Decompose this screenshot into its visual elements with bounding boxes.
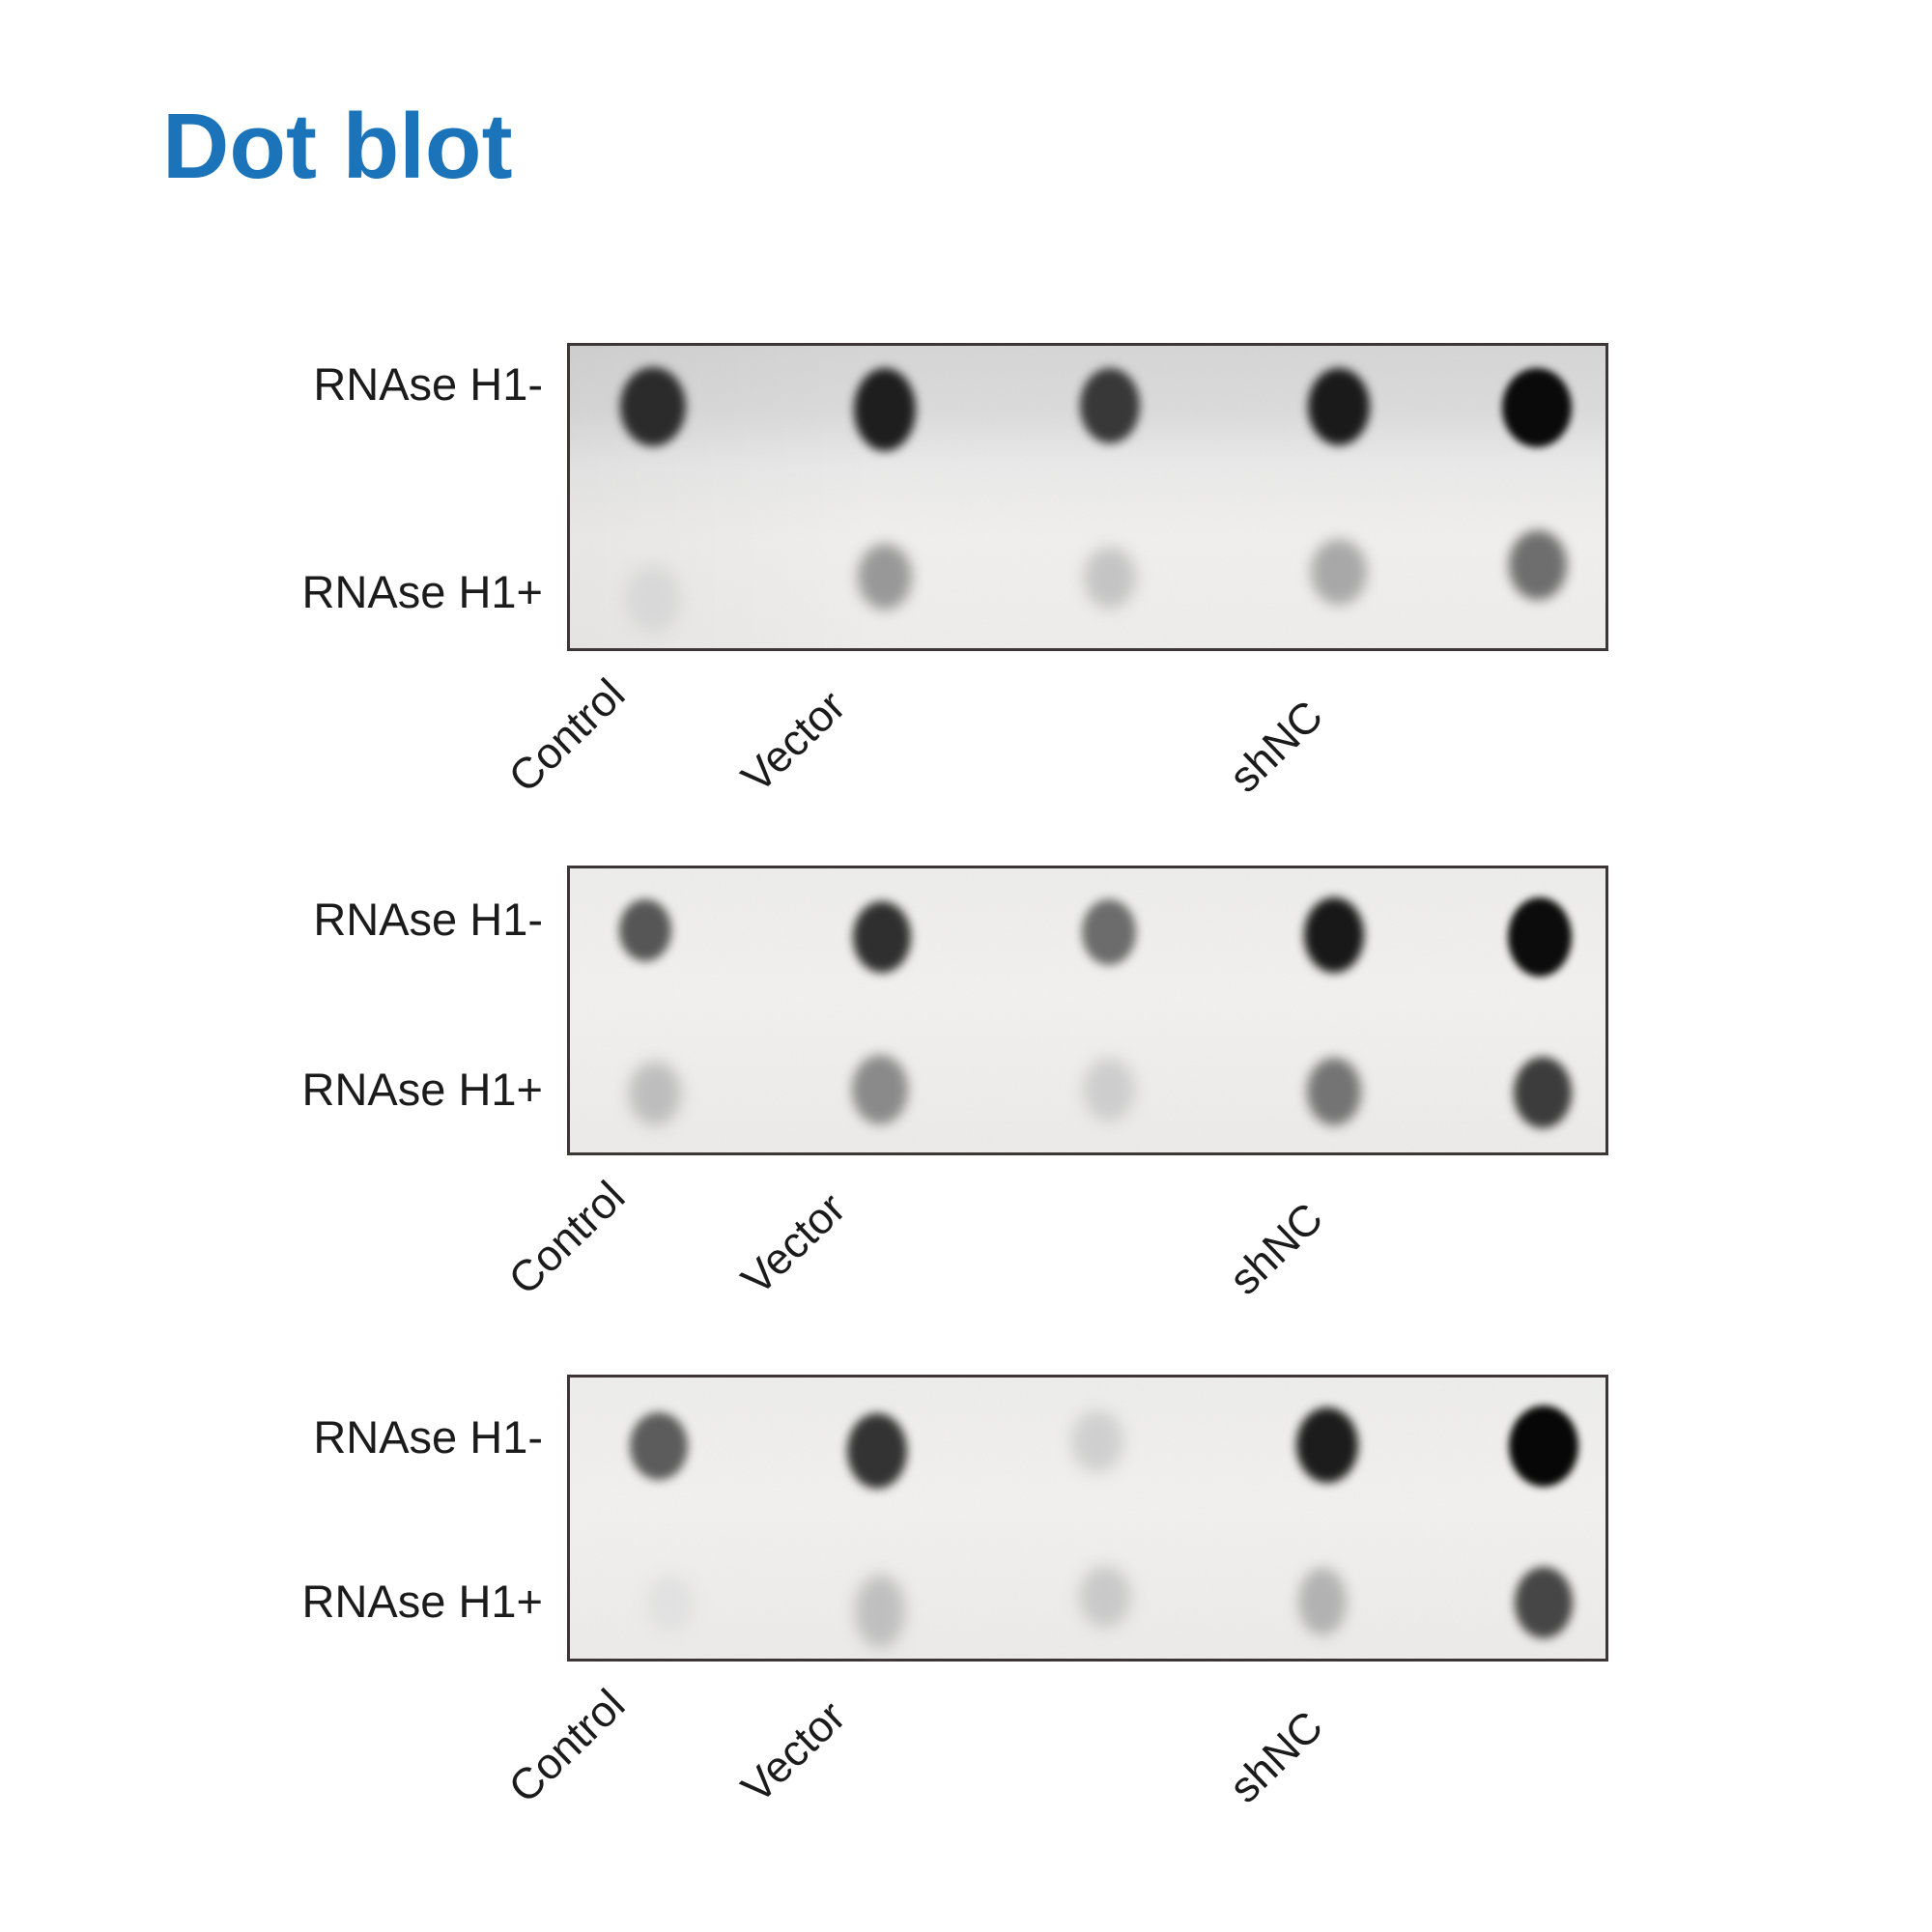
blot-dot bbox=[646, 1575, 695, 1633]
blot-dot bbox=[1296, 1407, 1358, 1483]
row-label: RNAse H1- bbox=[313, 1411, 543, 1463]
blot-dot bbox=[854, 368, 916, 451]
column-label-control: Control bbox=[498, 668, 635, 802]
column-label-vector: Vector bbox=[731, 1690, 855, 1812]
column-label-vector: Vector bbox=[731, 680, 855, 802]
row-label: RNAse H1+ bbox=[301, 1064, 543, 1115]
row-label: RNAse H1- bbox=[313, 358, 543, 410]
blot-dot bbox=[1298, 1568, 1347, 1635]
blot-dot bbox=[1502, 368, 1572, 447]
blot-dot bbox=[1304, 897, 1364, 973]
blot-dot bbox=[1308, 368, 1370, 445]
column-label-shnc: shNC bbox=[1219, 1193, 1332, 1304]
blot-dot bbox=[855, 1575, 905, 1648]
row-label: RNAse H1+ bbox=[301, 566, 543, 617]
blot-dot bbox=[1508, 897, 1572, 977]
blot-dot bbox=[847, 1413, 907, 1489]
blot-dot bbox=[853, 901, 911, 973]
blot-dot bbox=[619, 899, 671, 961]
blot-dot bbox=[852, 1055, 908, 1124]
blot-dot bbox=[1079, 1566, 1131, 1628]
blot-dot bbox=[1071, 1410, 1123, 1472]
column-label-shnc: shNC bbox=[1219, 1701, 1332, 1812]
blot-dot bbox=[630, 1412, 688, 1480]
column-label-vector: Vector bbox=[731, 1182, 855, 1304]
column-label-shnc: shNC bbox=[1219, 691, 1332, 802]
blot-dot bbox=[1080, 368, 1140, 443]
column-label-control: Control bbox=[498, 1679, 635, 1812]
column-label-control: Control bbox=[498, 1171, 635, 1304]
blot-dot bbox=[858, 544, 912, 610]
blot-dot bbox=[1509, 530, 1567, 600]
blot-dot bbox=[620, 367, 686, 446]
blot-dot bbox=[1084, 547, 1136, 609]
blot-dot bbox=[1509, 1406, 1578, 1487]
blot-dot bbox=[1514, 1057, 1572, 1128]
row-label: RNAse H1+ bbox=[301, 1576, 543, 1627]
blot-dot bbox=[625, 565, 681, 633]
figure-title: Dot blot bbox=[162, 95, 513, 198]
blot-dot bbox=[629, 1062, 681, 1125]
blot-panel-2 bbox=[567, 866, 1608, 1155]
row-label: RNAse H1- bbox=[313, 894, 543, 945]
blot-dot bbox=[1083, 1058, 1135, 1122]
blot-dot bbox=[1307, 1058, 1361, 1125]
blot-dot bbox=[1311, 539, 1367, 605]
blot-dot bbox=[1082, 899, 1136, 965]
blot-dot bbox=[1515, 1567, 1573, 1638]
